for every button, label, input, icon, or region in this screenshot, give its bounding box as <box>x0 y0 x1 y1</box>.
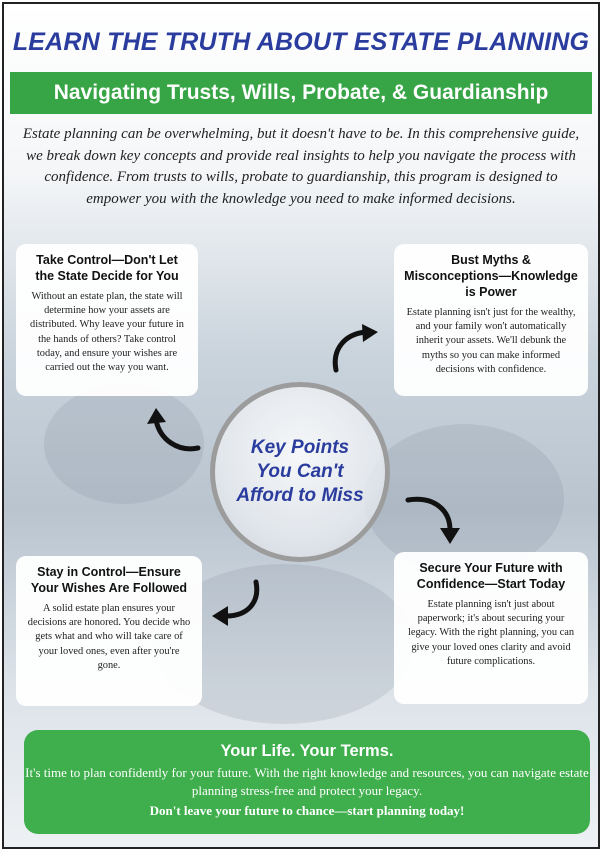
card-heading: Take Control—Don't Let the State Decide for You <box>35 253 179 283</box>
curved-arrow-icon <box>144 404 204 456</box>
card-body: Estate planning isn't just for the wealthy, and your family won't automatically inherit your assets. We'll debunk the myths so you can make informed decisions with confidence. <box>406 307 576 375</box>
curved-arrow-icon <box>404 492 466 548</box>
card-heading: Bust Myths & Misconceptions—Knowledge is Power <box>404 253 578 299</box>
footer-heading: Your Life. Your Terms. <box>220 742 394 760</box>
card-secure-future <box>394 552 588 704</box>
subtitle-banner: Navigating Trusts, Wills, Probate, & Guardianship <box>10 72 592 114</box>
card-body: A solid estate plan ensures your decisions are honored. You decide who gets what and who will take care of your loved ones, even after you're gone. <box>27 603 191 671</box>
curved-arrow-icon <box>208 576 266 628</box>
card-heading: Stay in Control—Ensure Your Wishes Are Followed <box>30 565 188 595</box>
card-body: Estate planning isn't just about paperwork; it's about securing your legacy. With the right planning, you can give your loved ones clarity and avoid future complications. <box>407 599 575 667</box>
card-take-control <box>16 244 198 396</box>
footer-cta: Don't leave your future to chance—start planning today! <box>149 803 465 818</box>
card-heading: Secure Your Future with Confidence—Start Today <box>416 561 566 591</box>
flyer-page <box>2 2 600 849</box>
curved-arrow-icon <box>326 322 382 374</box>
card-bust-myths <box>394 244 588 396</box>
key-points-label: Key Points You Can't Afford to Miss <box>236 437 364 506</box>
card-stay-in-control <box>16 556 202 706</box>
footer-callout <box>24 730 590 834</box>
intro-paragraph: Estate planning can be overwhelming, but it doesn't have to be. In this comprehensive guide, we break down key concepts and provide real insights to help you navigate the process with confidence. From trusts to wills, probate to guardianship, this program is designed to empower you with the knowledge you need to make informed decisions. <box>22 126 580 207</box>
key-points-circle <box>210 382 390 562</box>
footer-body: It's time to plan confidently for your future. With the right knowledge and resources, you can navigate estate planning stress-free and protect your legacy. <box>25 765 589 798</box>
page-title: LEARN THE TRUTH ABOUT ESTATE PLANNING <box>12 28 590 56</box>
card-body: Without an estate plan, the state will determine how your assets are distributed. Why leave your future in the hands of others? Take control today, and ensure your wishes are carried out the way you want. <box>30 291 184 374</box>
